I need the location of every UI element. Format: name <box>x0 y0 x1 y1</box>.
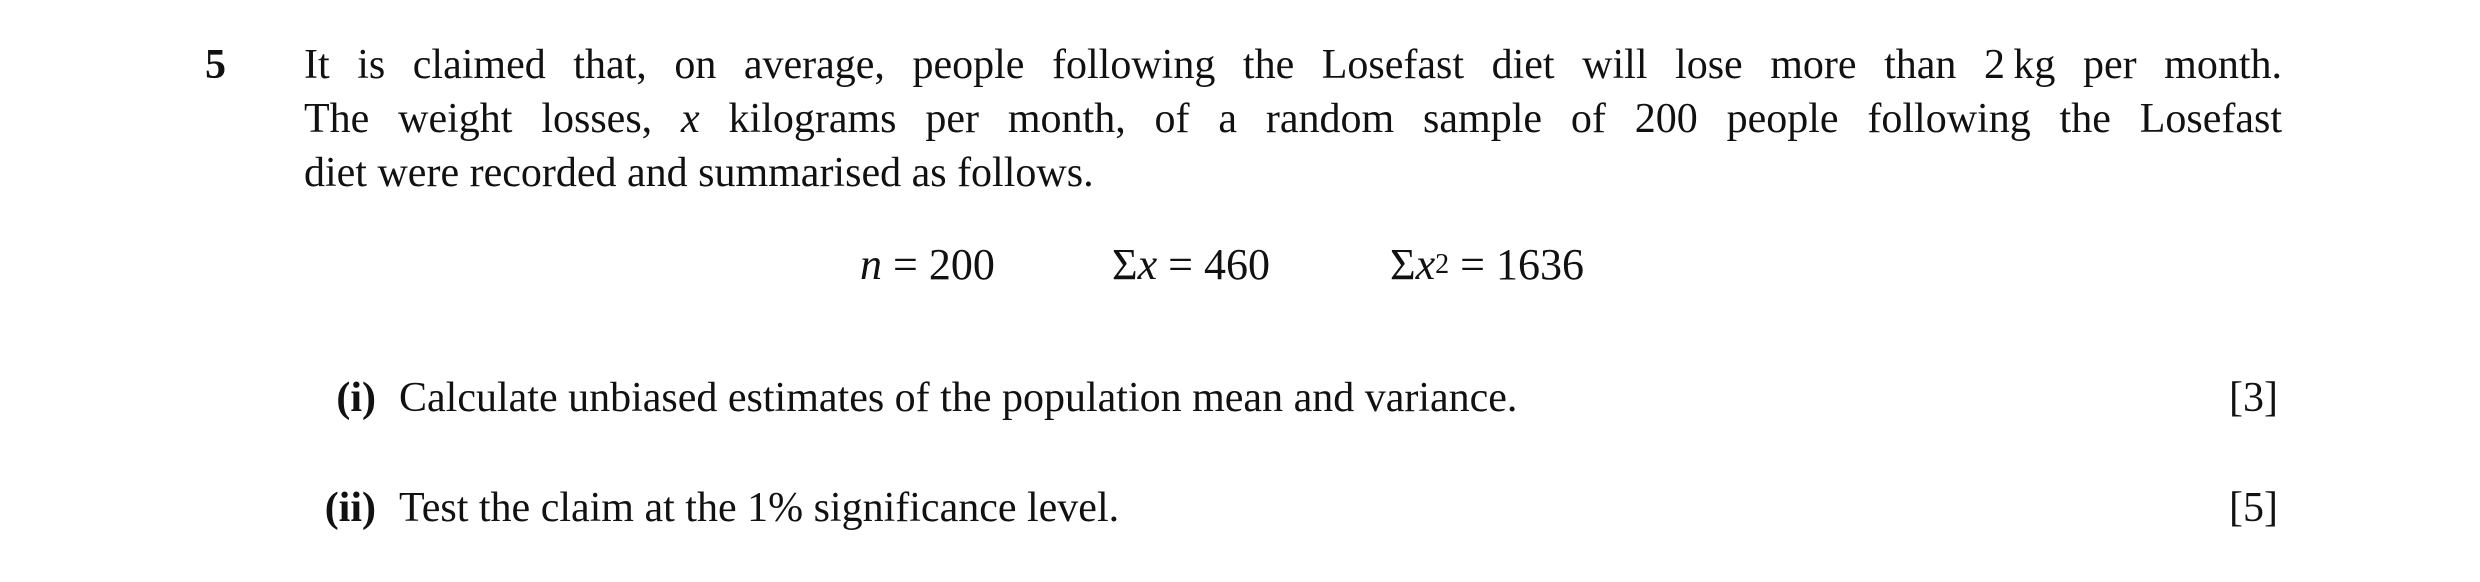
stat-sum-x2-symbol: x <box>1415 240 1436 289</box>
part-ii-marks: [5] <box>2229 485 2278 531</box>
stat-sum-x2-sigma: Σ <box>1390 240 1416 289</box>
stat-sum-x-value: = 460 <box>1157 240 1270 289</box>
stat-n-symbol: n <box>860 240 882 289</box>
stat-n <box>860 238 995 292</box>
variable-x: x <box>681 96 700 142</box>
stat-sum-x <box>1112 238 1270 292</box>
part-ii-label: (ii) <box>324 485 376 531</box>
part-i-label: (i) <box>336 375 376 421</box>
stat-sum-x2-power: 2 <box>1435 249 1450 280</box>
stat-sum-x2 <box>1390 238 1584 298</box>
stat-sum-x2-value: = 1636 <box>1449 240 1584 289</box>
part-i-marks: [3] <box>2229 375 2278 421</box>
stat-sum-x-symbol: x <box>1137 240 1158 289</box>
question-stem <box>304 38 2304 200</box>
stat-n-value: = 200 <box>882 240 995 289</box>
part-i-text: Calculate unbiased estimates of the population mean and variance. <box>399 375 1518 421</box>
question-number: 5 <box>205 42 226 88</box>
stem-line-2-a: The weight losses, <box>304 96 682 142</box>
stem-line-3: diet were recorded and summarised as follows. <box>304 150 1094 196</box>
stat-sum-x-sigma: Σ <box>1112 240 1138 289</box>
part-ii-text: Test the claim at the 1% significance level. <box>399 485 1120 531</box>
stem-line-1: It is claimed that, on average, people following the Losefast diet will lose more than 2 kg per month. <box>304 42 2282 88</box>
stem-line-2-b: kilograms per month, of a random sample of 200 people following the Losefast <box>699 96 2283 142</box>
stem-line-2 <box>304 92 2282 146</box>
